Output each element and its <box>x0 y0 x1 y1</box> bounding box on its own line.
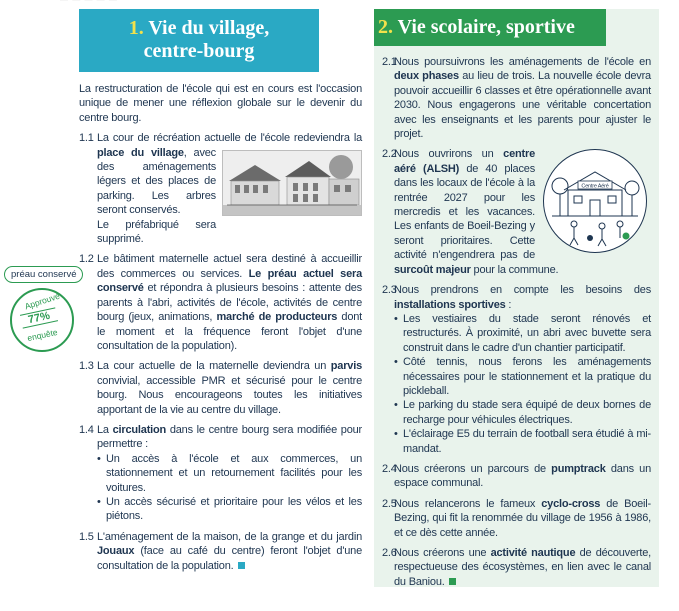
item-number: 2.1 <box>382 56 397 68</box>
section-village <box>79 9 362 573</box>
bullet-item: • Côté tennis, nous ferons les aménagements nécessaires pour le stationnement et la pratique du pickleball. <box>394 355 651 398</box>
stamp-word-bottom: enquête <box>26 326 59 344</box>
item-1-4: 1.4 La circulation dans le centre bourg sera modifiée pour permettre : • Un accès à l'école et aux commerces, un stationnement et un retournement facilités pour les voitures. • Un accès sécurisé et prioritaire pour les vélos et les piétons. <box>79 423 362 524</box>
item-number: 1.3 <box>79 360 94 373</box>
item-2-3: 2.3 Nous prendrons en compte les besoins des installations sportives : • Les vestiaires du stade seront rénovés et restructurés. À proximité, un abri avec buvette sera construit dans le cadre d'un chantier participatif. • Côté tennis, nous ferons les aménagements nécessaires pour le stationnement et la pratique du pickleball. • Le parking du stade sera équipé de deux bornes de recharge pour véhicules électriques. • L'éclairage E5 du terrain de football sera étudié à mi-mandat. <box>374 283 659 456</box>
item-number: 2.2 <box>382 148 397 161</box>
item-1-2: 1.2 Le bâtiment maternelle actuel sera destiné à accueillir des commerces ou services. Le préau actuel sera conservé et répondra à plusieurs besoins : attente des parents à l'abri, activités de l'école, activités de centre bourg (jeux, animations, marché de producteurs dont le moment et la fréquence feront l'objet d'une consultation de la population). <box>79 253 363 352</box>
badge-label: préau conservé <box>4 266 83 283</box>
title-line-2: centre-bourg <box>143 40 255 62</box>
bullet-item: • Les vestiaires du stade seront rénovés et restructurés. À proximité, un abri avec buvette sera construit dans le cadre d'un chantier participatif. <box>394 312 651 355</box>
top-cropped-header <box>0 0 679 7</box>
item-number: 1.5 <box>79 530 94 543</box>
title-number: 1. <box>128 17 144 39</box>
approval-badge <box>4 264 82 354</box>
item-1-3: 1.3 La cour actuelle de la maternelle deviendra un parvis convivial, accessible PMR et sécurisé pour le centre bourg. Nous encourageons toutes les initiatives apportant de la vie au centre du village. <box>79 360 362 416</box>
approval-stamp-icon <box>10 288 74 352</box>
item-2-4: 2.4 Nous créerons un parcours de pumptrack dans un espace communal. <box>382 462 651 490</box>
item-number: 2.6 <box>382 547 397 559</box>
item-number: 1.1 <box>79 132 94 145</box>
title-line-1: Vie du village, <box>143 17 270 39</box>
item-1-5: 1.5 L'aménagement de la maison, de la grange et du jardin Jouaux (face au café du centre) feront l'objet d'une consultation de la population. <box>79 530 362 572</box>
title-number: 2. <box>378 16 393 38</box>
school-building-photo <box>222 150 362 216</box>
item-2-5: 2.5 Nous relancerons le fameux cyclo-cross de Boeil-Bezing, qui fit la renommée du village de 1956 à 1986, et ce dès cette année. <box>382 497 651 539</box>
bullet-item: • Le parking du stade sera équipé de deux bornes de recharge pour véhicules électriques. <box>394 398 651 427</box>
title-text: Vie scolaire, sportive <box>393 16 575 38</box>
item-number: 1.4 <box>79 423 94 436</box>
bullet-item: • Un accès à l'école et aux commerces, un stationnement et un retournement facilités pour les voitures. <box>97 452 362 495</box>
header-strip-text <box>60 0 118 4</box>
item-number: 2.4 <box>382 462 397 475</box>
stamp-percent: 77% <box>20 307 58 328</box>
section-scolaire-sportive <box>374 9 659 587</box>
intro-paragraph: La restructuration de l'école qui est en cours est l'occasion unique de mener une réflexion globale sur le devenir du centre bourg. <box>79 83 362 124</box>
item-number: 2.5 <box>382 497 397 510</box>
item-1-1: 1.1 La cour de récréation actuelle de l'école redeviendra la place du village, avec des aménagements légers et des places de parking. Les arbres seront conservés. Le préfabriqué sera supprimé. <box>79 132 362 246</box>
section-title-scolaire <box>374 9 606 46</box>
sketch-sign-text: Centre Aéré <box>581 183 609 190</box>
stamp-word-top: Approuvé <box>23 290 62 312</box>
centre-aere-illustration <box>543 149 647 253</box>
bullet-item: • Un accès sécurisé et prioritaire pour les vélos et les piétons. <box>97 495 362 524</box>
item-number: 2.3 <box>382 284 397 297</box>
bullet-item: • L'éclairage E5 du terrain de football sera étudié à mi-mandat. <box>394 427 651 456</box>
item-2-6: 2.6 Nous créerons une activité nautique de découverte, respectueuse des écosystèmes, en lien avec le canal du Baniou. <box>382 547 651 588</box>
section-title-village <box>79 9 319 72</box>
end-square-icon <box>449 578 456 585</box>
item-number: 1.2 <box>79 253 94 266</box>
item-2-2: 2.2 Centre Aéré Nous ouvrirons un centre aéré (ALSH) de 40 places dans les locaux de l'école à la rentrée 2027 pour les mercredis et les vacances. Les enfants de Boeil-Bezing y seront prioritaires. Cette activité n'engendrera pas de surcoût majeur pour la commune. <box>374 147 659 277</box>
item-2-1: 2.1 Nous poursuivrons les aménagements de l'école en deux phases au lieu de trois. La nouvelle école devra pouvoir accueillir 6 classes et être opérationnelle avant 2030. Nous engagerons une véritable concertation avec les enseignants et les parents pour ajuster le projet. <box>382 56 651 141</box>
end-square-icon <box>238 562 245 569</box>
